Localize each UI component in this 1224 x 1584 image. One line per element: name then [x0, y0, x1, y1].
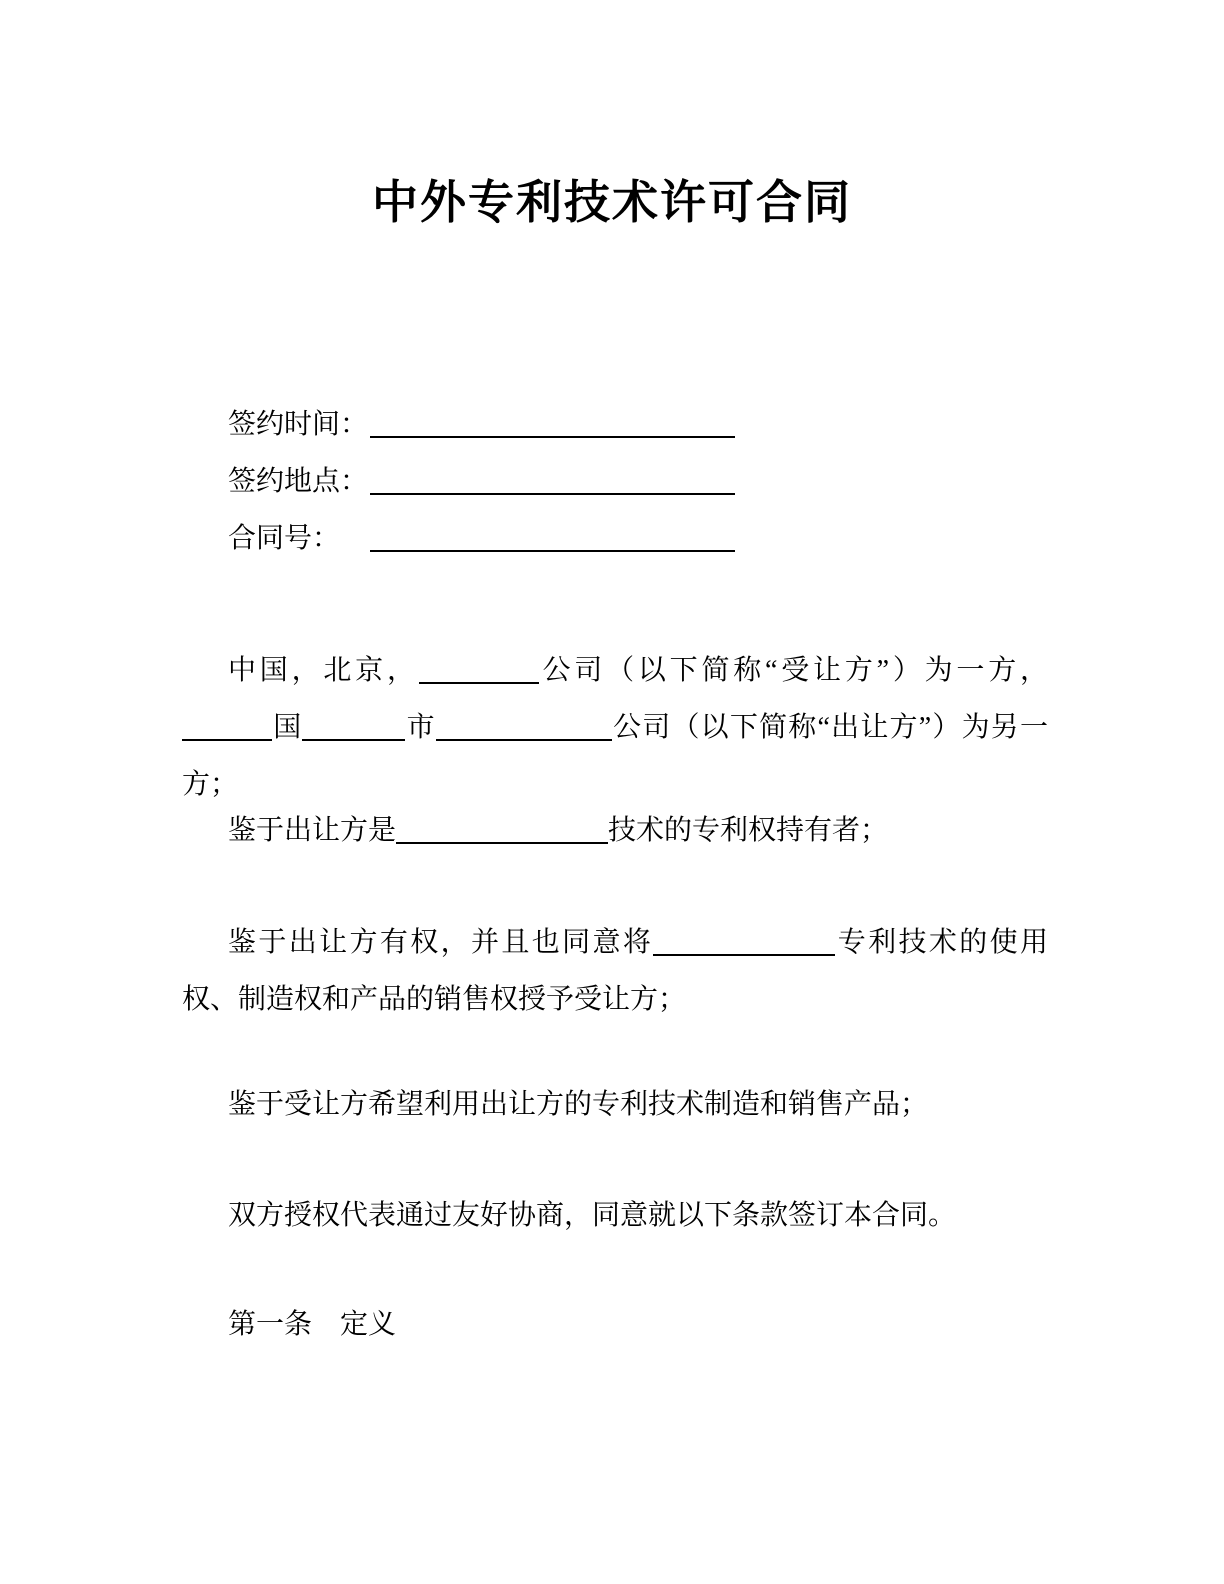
blank-line	[653, 934, 835, 956]
field-row-contract-number	[182, 510, 1047, 567]
blank-line	[182, 719, 272, 741]
paragraph-whereas-patent-holder: 鉴于出让方是 技术的专利权持有者；	[228, 815, 889, 846]
signing-time-blank-line	[370, 416, 735, 438]
contract-number-label: 合同号：	[228, 523, 341, 554]
field-row-signing-time	[182, 396, 1047, 453]
blank-line	[436, 719, 612, 741]
signing-info-block	[182, 396, 1047, 567]
signing-place-blank-line	[370, 473, 735, 495]
signing-place-label: 签约地点：	[228, 466, 369, 497]
paragraph-whereas-transferee-wish: 鉴于受让方希望利用出让方的专利技术制造和销售产品；	[228, 1089, 929, 1120]
blank-line	[396, 822, 608, 844]
heading-article-1-definitions: 第一条 定义	[228, 1309, 397, 1340]
signing-time-label: 签约时间：	[228, 409, 369, 440]
contract-number-blank-line	[370, 530, 735, 552]
paragraph-parties: 中国，北京， 公司（以下简称“受让方”）为一方，国 市 公司（以下简称“出让方”）为另一方；	[182, 655, 1048, 800]
blank-line	[419, 662, 539, 684]
paragraph-mutual-agreement: 双方授权代表通过友好协商，同意就以下条款签订本合同。	[228, 1200, 957, 1231]
document-title: 中外专利技术许可合同	[372, 175, 852, 228]
field-row-signing-place	[182, 453, 1047, 510]
paragraph-whereas-rights-grant: 鉴于出让方有权，并且也同意将 专利技术的使用权、制造权和产品的销售权授予受让方；	[182, 927, 1048, 1015]
blank-line	[302, 719, 405, 741]
